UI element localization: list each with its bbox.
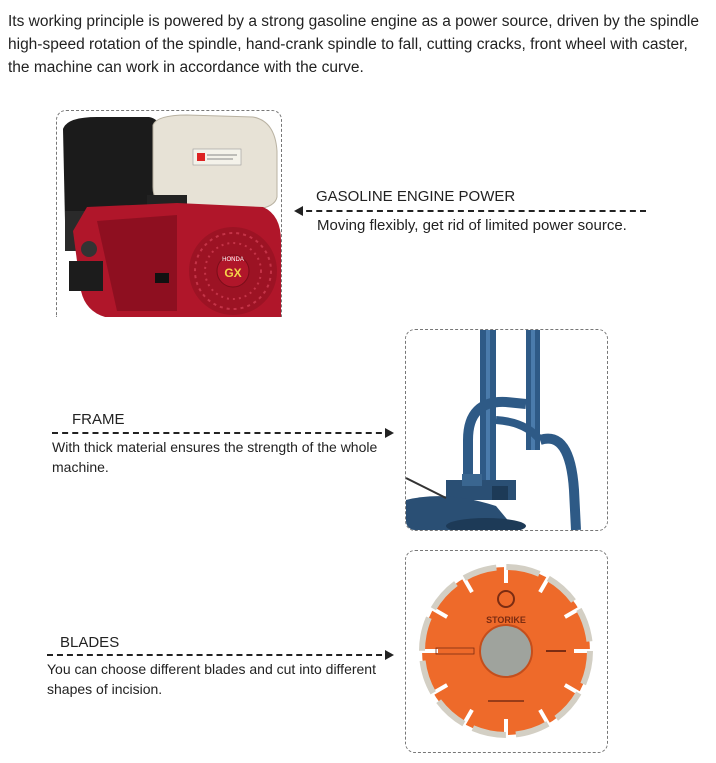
arrow-line bbox=[47, 654, 392, 656]
blades-feature-title: BLADES bbox=[60, 634, 120, 651]
intro-paragraph: Its working principle is powered by a strong gasoline engine as a power source, driven by the spindle high-speed rotation of the spindle, hand-crank spindle to fall, cutting cracks, front wheel with caster, the machine can work in accordance with the curve. bbox=[8, 13, 699, 76]
engine-brand-label: HONDA bbox=[222, 257, 244, 263]
engine-pointer-arrow bbox=[296, 206, 646, 216]
blade-brand-label: STORIKE bbox=[486, 615, 526, 625]
engine-feature-title: GASOLINE ENGINE POWER bbox=[316, 188, 516, 205]
frame-feature-title: FRAME bbox=[72, 411, 125, 428]
arrow-line bbox=[296, 210, 646, 212]
frame-photo bbox=[405, 329, 608, 531]
engine-model-label: GX bbox=[224, 266, 242, 280]
arrow-line bbox=[52, 432, 392, 434]
arrow-left-icon bbox=[294, 206, 303, 216]
blade-photo bbox=[405, 550, 608, 753]
engine-photo bbox=[56, 110, 282, 317]
blades-feature-description: You can choose different blades and cut into different shapes of incision. bbox=[47, 661, 376, 697]
frame-feature-description: With thick material ensures the strength of the whole machine. bbox=[52, 439, 378, 475]
engine-feature-description: Moving flexibly, get rid of limited power source. bbox=[317, 217, 627, 234]
